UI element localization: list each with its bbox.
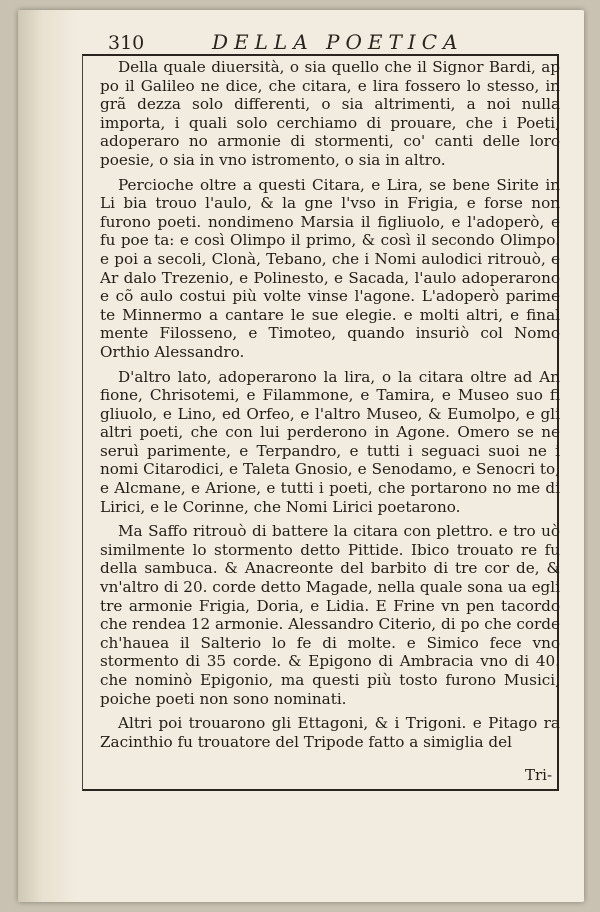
catchword: Tri- (525, 766, 553, 784)
running-header (82, 26, 556, 56)
paragraph: Ma Saffo ritrouò di battere la citara con plettro. e tro uò similmente lo stormento detto Pittide. Ibico trouato re fu della sambuca. & Anacreonte del barbito di tre cor de, & vn'altro di 20. corde detto Magade, nella quale sona ua egli tre armonie Frigia, Doria, e Lidia. E Frine vn pen tacordo che rendea 12 armonie. Alessandro Citerio, di po che corde ch'hauea il Salterio lo fe di molte. e Simico fece vno stormento di 35 corde. & Epigono di Ambracia vno di 40. che nominò Epigonio, ma questi più tosto furono Musici, poiche poeti non sono nominati. (100, 522, 560, 708)
paragraph: Altri poi trouarono gli Ettagoni, & i Trigoni. e Pitago ra Zacinthio fu trouatore del Tripode fatto a simiglia del (100, 714, 560, 751)
paragraph: Percioche oltre a questi Citara, e Lira, se bene Sirite in Li bia trouo l'aulo, & la gne l'vso in Frigia, e forse non furono poeti. nondimeno Marsia il figliuolo, e l'adoperò, e fu poe ta: e così Olimpo il primo, & così il secondo Olimpo. e poi a secoli, Clonà, Tebano, che i Nomi aulodici ritrouò, e Ar dalo Trezenio, e Polinesto, e Sacada, l'aulo adoperarono e cõ aulo costui più volte vinse l'agone. L'adoperò parime te Minnermo a cantare le sue elegie. e molti altri, e final mente Filosseno, e Timoteo, quando insuriò col Nomo Orthio Alessandro. (100, 175, 560, 361)
paragraph: D'altro lato, adoperarono la lira, o la citara oltre ad An fione, Chrisotemi, e Filammone, e Tamira, e Museo suo fi gliuolo, e Lino, ed Orfeo, e l'altro Museo, & Eumolpo, e gli altri poeti, che con lui perderono in Agone. Omero se ne seruì parimente, e Terpandro, e tutti i seguaci suoi ne i nomi Citarodici, e Taleta Gnosio, e Senodamo, e Senocri to, e Alcmane, e Arione, e tutti i poeti, che portarono no me di Lirici, e le Corinne, che Nomi Lirici poetarono. (100, 367, 560, 516)
paragraph: Della quale diuersità, o sia quello che il Signor Bardi, ap po il Galileo ne dice, che citara, e lira fossero lo stesso, in grã dezza solo differenti, o sia altrimenti, a noi nulla importa, i quali solo cerchiamo di prouare, che i Poeti, adoperaro no armonie di stormenti, co' canti delle loro poesie, o sia in vno istromento, o sia in altro. (100, 58, 560, 169)
body-text (100, 58, 560, 757)
page-gutter-shadow (18, 10, 78, 902)
running-title: DELLA POETICA (212, 30, 464, 54)
bottom-rule (83, 789, 557, 791)
page-number: 310 (108, 32, 145, 54)
